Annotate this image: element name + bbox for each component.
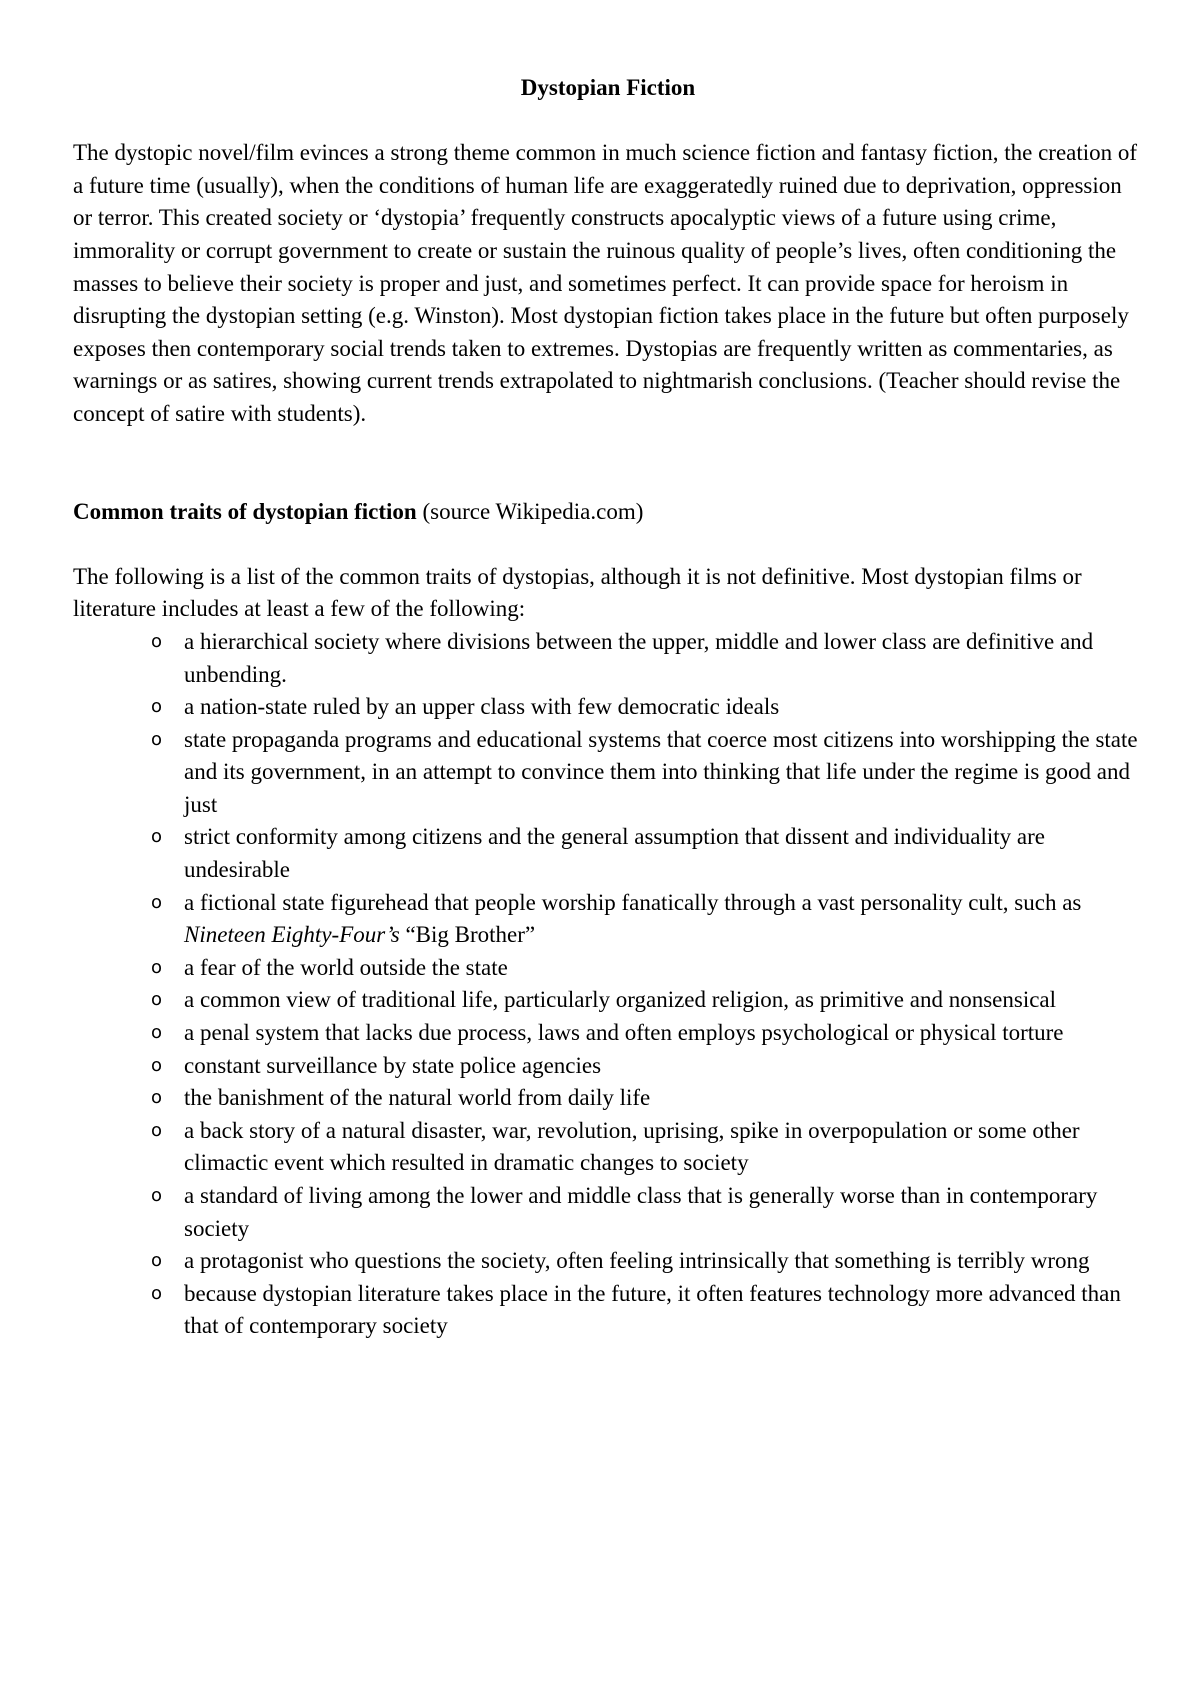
traits-heading	[73, 496, 1143, 529]
list-item	[73, 1082, 1143, 1115]
trait-text: a fear of the world outside the state	[184, 954, 508, 980]
trait-text: a standard of living among the lower and middle class that is generally worse than in contemporary society	[184, 1183, 1098, 1241]
trait-text: a protagonist who questions the society, often feeling intrinsically that something is terribly wrong	[184, 1248, 1090, 1274]
bullet-icon: o	[151, 728, 163, 750]
traits-intro-paragraph: The following is a list of the common traits of dystopias, although it is not definitive. Most dystopian films or literature includes at least a few of the following:	[73, 563, 1082, 622]
trait-text: strict conformity among citizens and the general assumption that dissent and individuality are undesirable	[184, 824, 1046, 883]
trait-text: constant surveillance by state police agencies	[184, 1052, 602, 1078]
bullet-icon: o	[151, 1185, 163, 1206]
trait-text: the banishment of the natural world from daily life	[184, 1085, 651, 1111]
trait-text-tail: “Big Brother”	[399, 922, 536, 948]
list-item	[73, 952, 1143, 985]
bullet-icon: o	[151, 1250, 163, 1272]
trait-text: a nation-state ruled by an upper class with few democratic ideals	[184, 694, 780, 720]
bullet-icon: o	[151, 956, 163, 978]
list-item	[73, 887, 1143, 952]
traits-list	[73, 626, 1143, 1343]
trait-text: a common view of traditional life, particularly organized religion, as primitive and nonsensical	[184, 987, 1057, 1013]
traits-heading-title: Common traits of dystopian fiction	[73, 498, 417, 524]
list-item	[73, 1017, 1143, 1050]
bullet-icon: o	[151, 826, 163, 848]
trait-text: a hierarchical society where divisions between the upper, middle and lower class are definitive and unbending.	[184, 628, 1094, 687]
list-item	[73, 724, 1143, 822]
bullet-icon: o	[151, 630, 163, 652]
trait-text: because dystopian literature takes place in the future, it often features technology more advanced than that of contemporary society	[184, 1280, 1121, 1339]
bullet-icon: o	[151, 1282, 163, 1304]
trait-text: state propaganda programs and educational systems that coerce most citizens into worshipping the state and its government, in an attempt to convince them into thinking that life under the regime is good and just	[184, 726, 1138, 817]
list-item	[73, 1180, 1143, 1245]
document-title: Dystopian Fiction	[520, 75, 696, 100]
traits-heading-source: (source Wikipedia.com)	[416, 498, 644, 524]
spacer	[73, 431, 1143, 496]
list-item	[73, 691, 1143, 724]
bullet-icon: o	[151, 1022, 163, 1044]
trait-text: a back story of a natural disaster, war, revolution, uprising, spike in overpopulation or some other climactic event which resulted in dramatic changes to society	[184, 1117, 1080, 1176]
list-item	[73, 821, 1143, 886]
trait-text: a penal system that lacks due process, laws and often employs psychological or physical torture	[184, 1020, 1064, 1046]
list-item	[73, 626, 1143, 691]
bullet-icon: o	[151, 1087, 163, 1109]
book-title: Nineteen Eighty-Four’s	[184, 922, 400, 948]
document-page	[73, 72, 1143, 1343]
list-item	[73, 1050, 1143, 1083]
list-item	[73, 1115, 1143, 1180]
bullet-icon: o	[151, 989, 163, 1011]
intro-paragraph: The dystopic novel/film evinces a strong theme common in much science fiction and fantasy fiction, the creation of a future time (usually), when the conditions of human life are exaggeratedly ruined due to deprivation, oppression or terror. This created society or ‘dystopia’ frequently constructs apocalyptic views of a future using crime, immorality or corrupt government to create or sustain the ruinous quality of people’s lives, often conditioning the masses to believe their society is proper and just, and sometimes perfect. It can provide space for heroism in disrupting the dystopian setting (e.g. Winston). Most dystopian fiction takes place in the future but often purposely exposes then contemporary social trends taken to extremes. Dystopias are frequently written as commentaries, as warnings or as satires, showing current trends extrapolated to nightmarish conclusions. (Teacher should revise the concept of satire with students).	[73, 140, 1138, 426]
list-item	[73, 1278, 1143, 1343]
list-item	[73, 1245, 1143, 1278]
bullet-icon: o	[151, 1119, 163, 1141]
list-item	[73, 984, 1143, 1017]
bullet-icon: o	[151, 891, 163, 913]
bullet-icon: o	[151, 1054, 163, 1076]
trait-text: a fictional state figurehead that people worship fanatically through a vast personality cult, such as	[184, 889, 1082, 915]
bullet-icon: o	[151, 696, 163, 718]
